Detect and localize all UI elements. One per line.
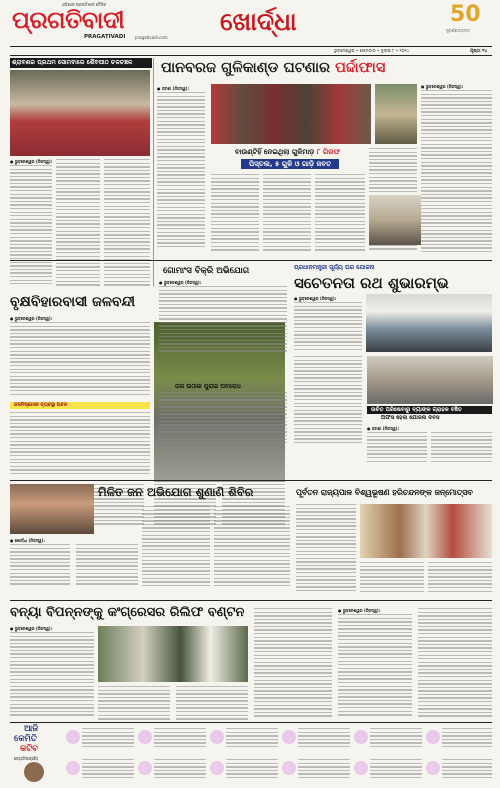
masthead xyxy=(0,0,500,48)
headline-line-2: ଅଫସ ହେଲା ଯୋଜନା ଦିବସ xyxy=(381,415,440,421)
pisces-icon xyxy=(426,761,440,775)
sign-aquarius xyxy=(352,755,422,784)
byline: ● ଭୁବନେଶ୍ୱର (ନିଜସ୍ୱ): xyxy=(159,280,202,285)
headline: ପୂର୍ବତନ ରାଜ୍ୟପାଳ ବିଶ୍ୱଭୂଷଣ ହରିଚନ୍ଦନଙ୍କ ଜନ୍ମୋତ୍ସବ xyxy=(296,488,473,497)
sign-gemini xyxy=(208,724,278,754)
press-meet-photo xyxy=(369,195,421,245)
sachetanata-article-body-2 xyxy=(294,356,362,448)
temple-crowd-photo xyxy=(10,70,150,156)
headline: ସଚେତନତା ରଥ ଶୁଭାରମ୍ଭ xyxy=(294,274,449,292)
article-body-col4 xyxy=(315,174,365,254)
article-body-col1 xyxy=(296,504,356,596)
horizontal-rule-3 xyxy=(10,600,492,601)
byline: ● ଜଟଣୀ (ନିଜସ୍ୱ): xyxy=(367,426,400,431)
column-divider-1 xyxy=(153,58,154,286)
story-purbatana xyxy=(296,486,492,598)
aquarius-icon xyxy=(354,761,368,775)
horoscope-title-line-1: ଆଜି xyxy=(24,724,39,734)
kicker-main: ବାଉଣ୍ଟିହିଁ ନେଇଥିଲା ଗୁଳିମାଡ଼ xyxy=(235,148,317,156)
article-body-col2 xyxy=(98,686,170,722)
sign-capricorn xyxy=(280,755,350,784)
article-body-col2 xyxy=(211,174,259,254)
byline: ● ଖୋର୍ଦ୍ଧା (ନିଜସ୍ୱ): xyxy=(10,538,45,543)
article-body-col4 xyxy=(214,506,290,590)
sign-virgo xyxy=(424,724,492,754)
capricorn-icon xyxy=(282,761,296,775)
horizontal-rule-2 xyxy=(10,480,492,481)
scorpio-icon xyxy=(138,761,152,775)
sign-scorpio xyxy=(136,755,206,784)
sachetanata-photo-2 xyxy=(367,356,493,404)
relief-distribution-photo xyxy=(98,626,248,682)
anniversary-label: ସୁବର୍ଣ୍ଣଜୟନ୍ତୀ xyxy=(446,28,470,33)
story-shrawan xyxy=(10,58,150,286)
headline-line-1: ଉଚିତ ପରିଷେବାରୁ ବ୍ୟାଙ୍କ ଗ୍ରାହକ ବଞ୍ଚିତ xyxy=(367,406,492,414)
sign-libra xyxy=(64,755,134,784)
sign-leo xyxy=(352,724,422,754)
sign-pisces xyxy=(424,755,492,784)
horizontal-rule-4 xyxy=(10,722,492,723)
headline xyxy=(161,58,385,78)
gemini-icon xyxy=(210,730,224,744)
highlight-box: ଜଳନିଷ୍କାସନ ବ୍ୟବସ୍ଥା ଅଚଳ xyxy=(10,402,150,409)
article-body-col1 xyxy=(367,432,427,464)
byline: ● ଭୁବନେଶ୍ୱର (ନିଜସ୍ୱ): xyxy=(294,296,337,301)
virgo-icon xyxy=(426,730,440,744)
headline: ଗୋମାଂସ ବିକ୍ରି ଅଭିଯୋଗ xyxy=(163,266,250,276)
accused-lineup-photo xyxy=(211,84,371,144)
taurus-icon xyxy=(138,730,152,744)
article-body xyxy=(294,302,362,354)
anniversary-badge xyxy=(420,2,496,36)
subkicker: ପିସ୍ତଲ, ୫ ଗୁଳି ଓ ଗାଡ଼ି ଜବତ xyxy=(241,159,339,169)
story-banya xyxy=(10,602,492,722)
dateline-rule xyxy=(10,55,492,56)
astrologer-label: ଜ୍ୟୋତିଷାଚାର୍ଯ୍ୟ xyxy=(14,756,39,761)
birthday-celebration-photo xyxy=(360,504,492,558)
website: pragativadi.com xyxy=(135,35,168,40)
article-body-col5 xyxy=(338,614,412,722)
byline: ● ଭୁବନେଶ୍ୱର (ନିଜସ୍ୱ): xyxy=(10,159,53,164)
horoscope-grid xyxy=(64,724,492,784)
story-milita xyxy=(10,482,290,592)
cancer-icon xyxy=(282,730,296,744)
logo-english: PRAGATIVADI xyxy=(84,34,126,40)
article-body-col3 xyxy=(263,174,311,254)
article-body-right xyxy=(104,159,150,287)
grievance-camp-photo xyxy=(10,484,94,534)
logo-tagline: ଓଡ଼ିଶାର ପ୍ରଗତିଶୀଳ ଦୈନିକ xyxy=(62,2,107,7)
horoscope-title-box xyxy=(10,724,60,784)
article-body-col1 xyxy=(157,92,205,252)
article-body-col6 xyxy=(418,608,492,722)
page-number: ପୃଷ୍ଠା ୧୪ xyxy=(470,49,488,54)
gomans-article-body-2 xyxy=(159,392,287,448)
kicker xyxy=(235,148,340,157)
astrologer-photo xyxy=(24,762,44,782)
kicker-highlight: ୮ ଗିରଫ xyxy=(316,148,341,156)
kicker: ପ୍ରଧାନମନ୍ତ୍ରୀ ସୂର୍ଯ୍ୟ ଘର ଯୋଜନା xyxy=(294,264,375,271)
sign-taurus xyxy=(136,724,206,754)
article-body-col1 xyxy=(10,322,150,400)
article-body-col1 xyxy=(10,632,94,722)
logo: ପ୍ରଗତିବାଦୀ xyxy=(12,6,125,34)
article-body xyxy=(421,90,492,256)
article-body-col3 xyxy=(428,562,492,596)
headline-highlight: ପର୍ଦ୍ଦାଫାସ xyxy=(335,60,386,76)
article-body-col1 xyxy=(10,544,70,590)
headline: ଶ୍ରାବଣର ପ୍ରଥମ ସୋମବାରେ ଶୈବପୀଠ ଚଳଚଞ୍ଚଳ xyxy=(10,58,152,68)
article-body-col2 xyxy=(431,432,492,464)
horoscope-title-line-2: କେମିତି xyxy=(14,734,37,744)
police-photo xyxy=(375,84,417,144)
horoscope-section xyxy=(10,724,492,784)
byline: ● ଭୁବନେଶ୍ୱର (ନିଜସ୍ୱ): xyxy=(10,626,53,631)
story-bank xyxy=(367,404,492,464)
aries-icon xyxy=(66,730,80,744)
article-body-col4 xyxy=(254,608,332,722)
byline: ● ଭୁବନେଶ୍ୱର (ନିଜସ୍ୱ): xyxy=(421,84,464,89)
headline-main: ପାନବରଜ ଗୁଳିକାଣ୍ଡ ଘଟଣାର xyxy=(161,60,336,76)
sign-cancer xyxy=(280,724,350,754)
byline-right: ● ଭୁବନେଶ୍ୱର (ନିଜସ୍ୱ): xyxy=(338,608,381,613)
dateline: ଭୁବନେଶ୍ୱର • ସୋମବାର • ଜୁଲାଇ ୮ • ୨୦୨୪ xyxy=(334,48,410,53)
article-body-col3 xyxy=(176,686,248,722)
byline: ● ଜଟଣୀ (ନିଜସ୍ୱ): xyxy=(157,86,190,91)
headline: ବୃକ୍ଷବିହାରବାସୀ ଜଳବନ୍ଦୀ xyxy=(10,294,136,310)
article-body-middle xyxy=(56,159,100,287)
article-body-col2 xyxy=(360,562,424,596)
headline: ମିଳିତ ଜନ ଅଭିଯୋଗ ଶୁଣାଣି ଶିବିର xyxy=(98,485,254,499)
sign-aries xyxy=(64,724,134,754)
article-body-left xyxy=(10,165,52,287)
gomans-subhead: ତାର ଉଠାଇ ପୁରାଇ ଅବରୋଧ xyxy=(175,383,241,390)
story-third-column xyxy=(421,84,492,256)
libra-icon xyxy=(66,761,80,775)
story-sachetanata xyxy=(290,264,492,354)
sagittarius-icon xyxy=(210,761,224,775)
awareness-chariot-photo xyxy=(366,294,492,352)
headline: ବନ୍ୟା ବିପନ୍ନଙ୍କୁ କଂଗ୍ରେସର ରିଲିଫ ବଣ୍ଟନ xyxy=(10,605,245,620)
masthead-rule xyxy=(10,46,492,47)
byline: ● ଭୁବନେଶ୍ୱର (ନିଜସ୍ୱ): xyxy=(10,316,53,321)
horizontal-rule-1 xyxy=(10,260,492,261)
edition-title: ଖୋର୍ଦ୍ଧା xyxy=(220,7,297,36)
horoscope-title-line-3: କଟିବ xyxy=(20,744,38,754)
leo-icon xyxy=(354,730,368,744)
article-body-col2 xyxy=(10,412,150,478)
gomans-article-body xyxy=(159,286,287,354)
article-body-col3 xyxy=(142,506,210,590)
article-body-col2 xyxy=(76,544,138,590)
sign-sagittarius xyxy=(208,755,278,784)
anniversary-number: 50 xyxy=(450,2,481,27)
